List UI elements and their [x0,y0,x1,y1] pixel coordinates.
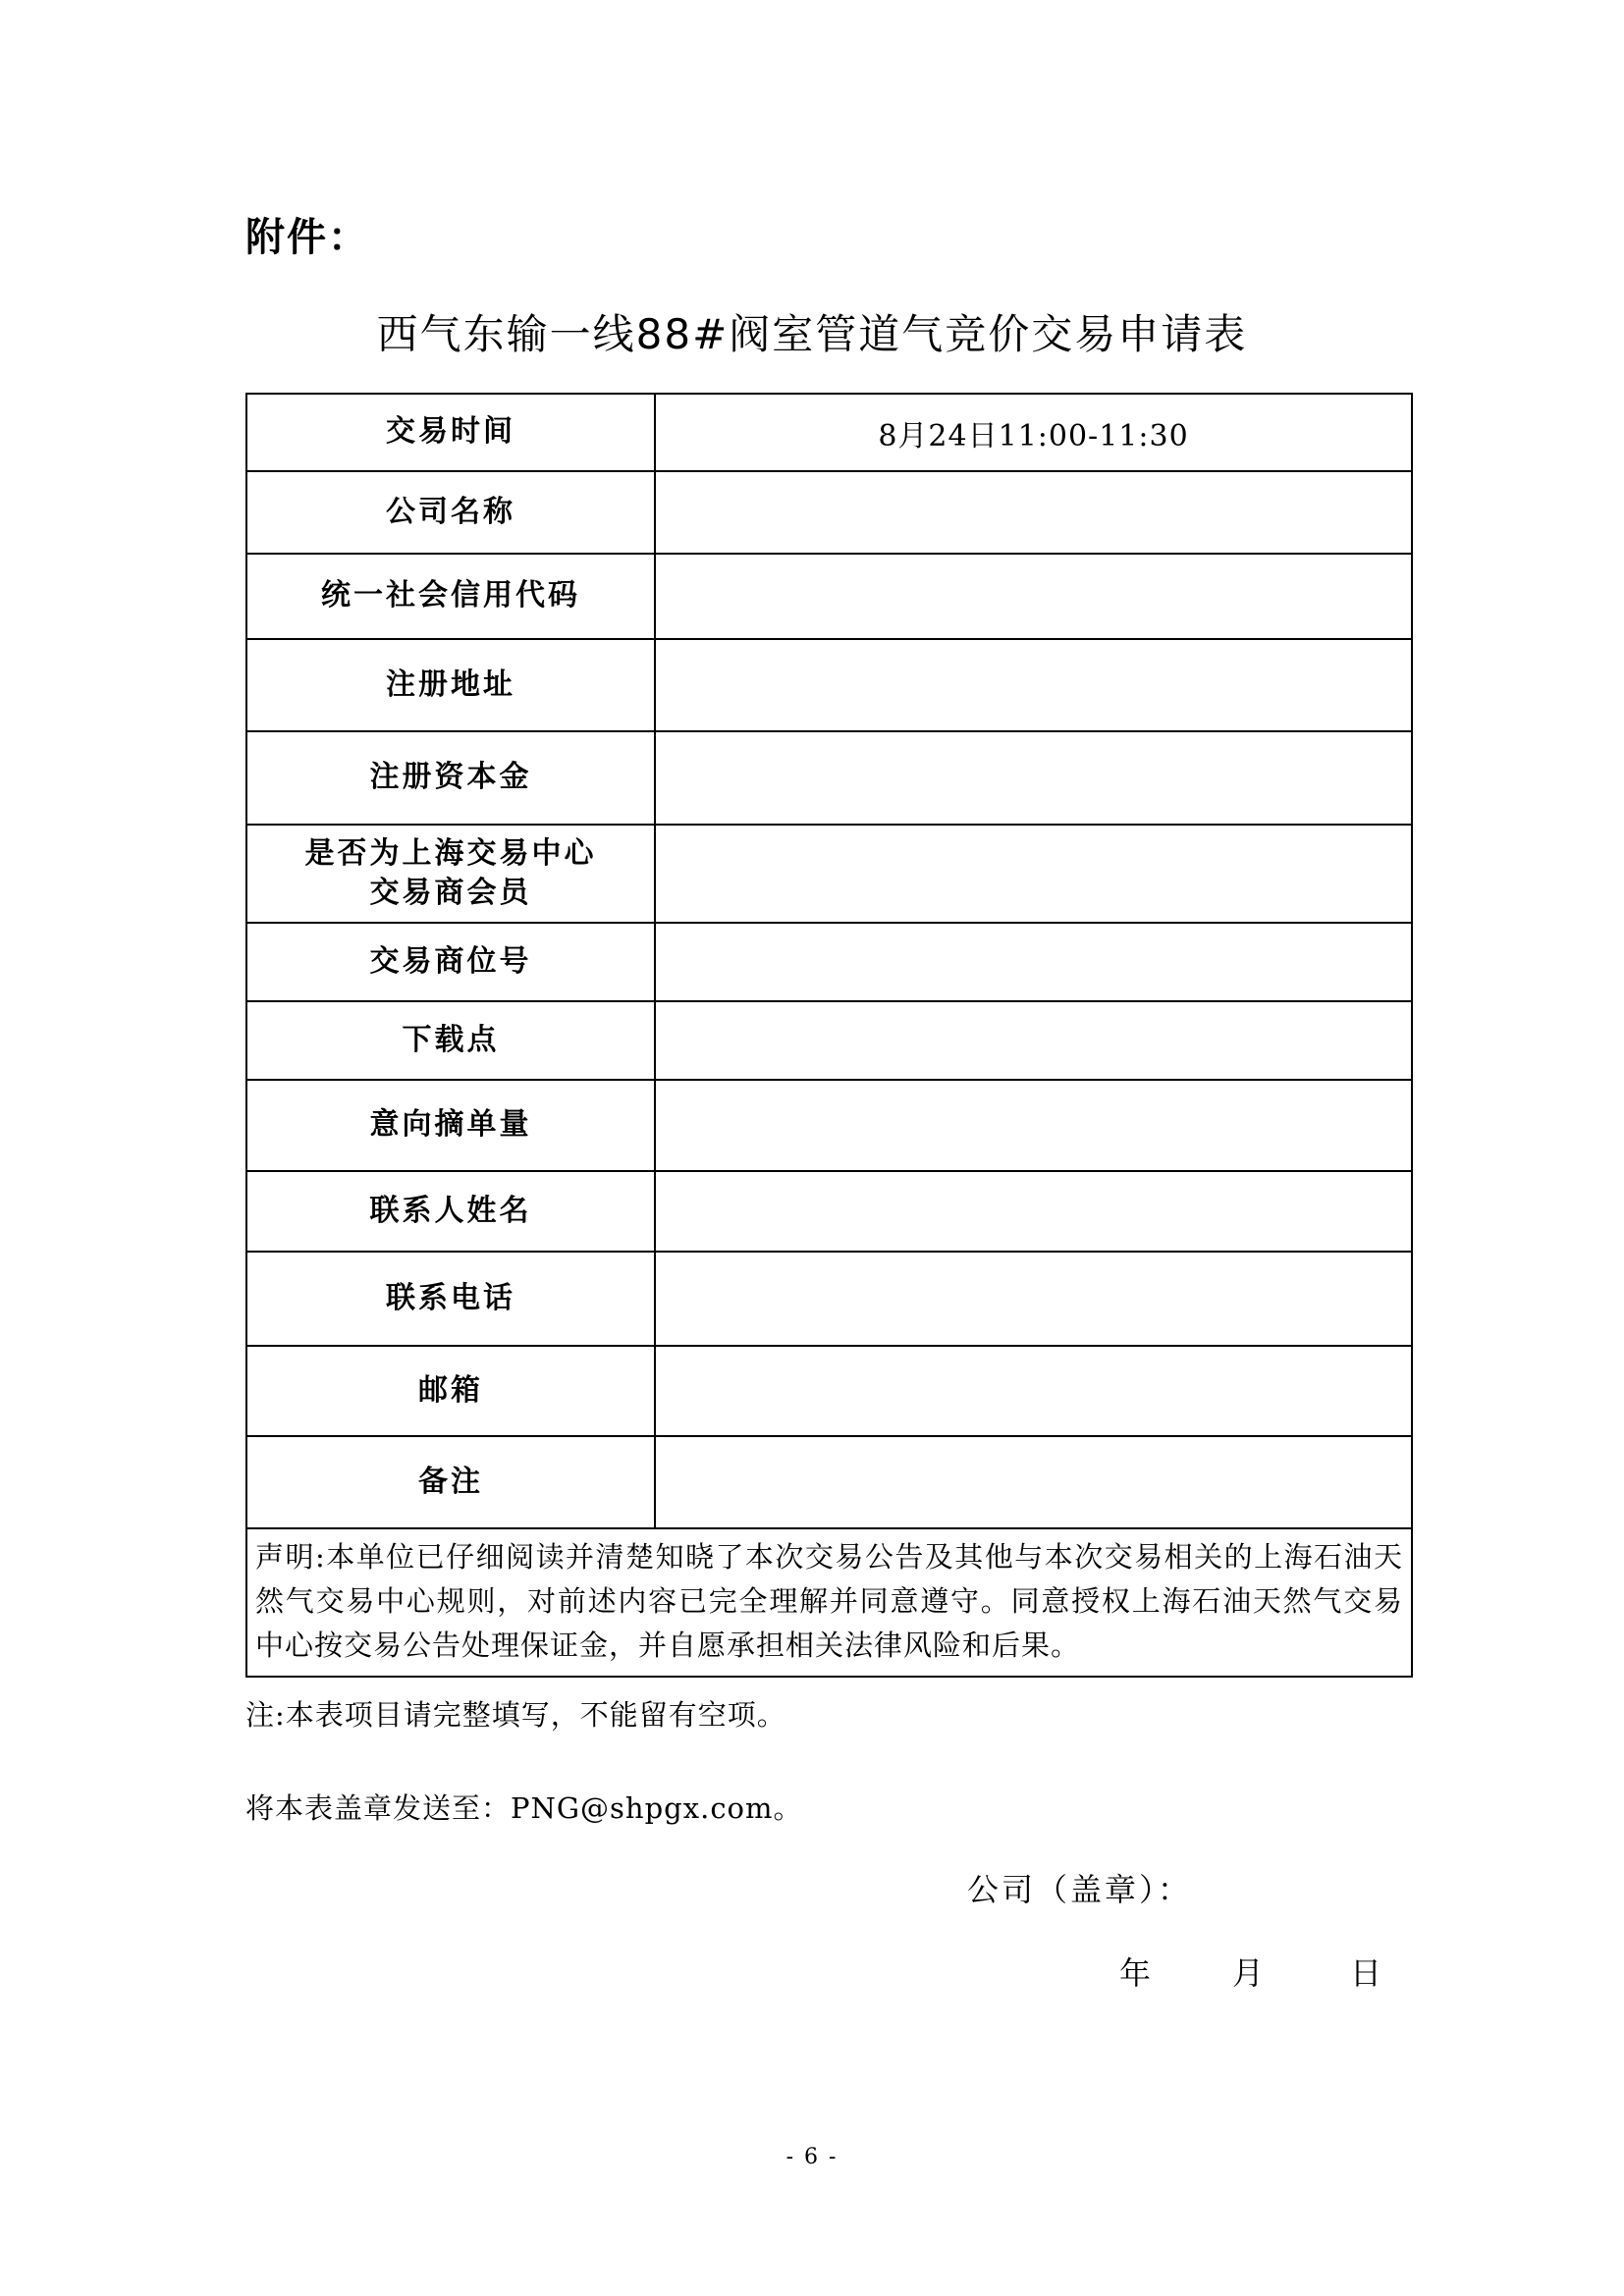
row-label: 下载点 [246,1001,655,1080]
row-label: 交易商位号 [246,923,655,1001]
form-title: 西气东输一线88#阀室管道气竞价交易申请表 [376,310,1248,358]
company-name-field[interactable] [655,471,1412,554]
email-field[interactable] [655,1346,1412,1436]
registered-capital-field[interactable] [655,731,1412,825]
table-row [246,1252,1412,1346]
table-row [246,1001,1412,1080]
table-row [246,923,1412,1001]
send-instruction: 将本表盖章发送至：PNG@shpgx.com。 [245,1791,803,1825]
contact-name-field[interactable] [655,1171,1412,1252]
trade-time-value: 8月24日11:00-11:30 [655,394,1412,471]
row-label-line: 交易商会员 [369,876,532,910]
table-row [246,1171,1412,1252]
table-row [246,731,1412,825]
credit-code-field[interactable] [655,554,1412,639]
row-label: 公司名称 [246,471,655,554]
row-label: 交易时间 [246,394,655,471]
company-seal-label: 公司（盖章）： [967,1871,1193,1908]
date-year-label: 年 [1119,1954,1152,1992]
table-row [246,639,1412,731]
row-label-line: 是否为上海交易中心 [304,835,597,871]
row-label [246,825,655,923]
page-number: - 6 - [785,2145,839,2169]
row-label: 意向摘单量 [246,1080,655,1171]
table-row [246,394,1412,471]
application-form-table [245,393,1413,1678]
table-row [246,554,1412,639]
table-row [246,471,1412,554]
table-row [246,825,1412,923]
declaration-text: 声明:本单位已仔细阅读并清楚知晓了本次交易公告及其他与本次交易相关的上海石油天然气交易中心规则，对前述内容已完全理解并同意遵守。同意授权上海石油天然气交易中心按交易公告处理保证金，并自愿承担相关法律风险和后果。 [246,1528,1412,1677]
row-label: 统一社会信用代码 [246,554,655,639]
remarks-field[interactable] [655,1436,1412,1528]
row-label: 注册地址 [246,639,655,731]
delivery-point-field[interactable] [655,1001,1412,1080]
table-row [246,1436,1412,1528]
registered-address-field[interactable] [655,639,1412,731]
row-label: 备注 [246,1436,655,1528]
row-label: 联系电话 [246,1252,655,1346]
table-row [246,1346,1412,1436]
trader-seat-field[interactable] [655,923,1412,1001]
member-status-field[interactable] [655,825,1412,923]
row-label: 联系人姓名 [246,1171,655,1252]
row-label: 邮箱 [246,1346,655,1436]
date-month-label: 月 [1232,1954,1265,1992]
contact-phone-field[interactable] [655,1252,1412,1346]
declaration-row [246,1528,1412,1677]
table-row [246,1080,1412,1171]
date-day-label: 日 [1350,1954,1382,1992]
form-note: 注:本表项目请完整填写，不能留有空项。 [245,1698,786,1732]
row-label: 注册资本金 [246,731,655,825]
attachment-label: 附件： [245,215,369,260]
intended-volume-field[interactable] [655,1080,1412,1171]
